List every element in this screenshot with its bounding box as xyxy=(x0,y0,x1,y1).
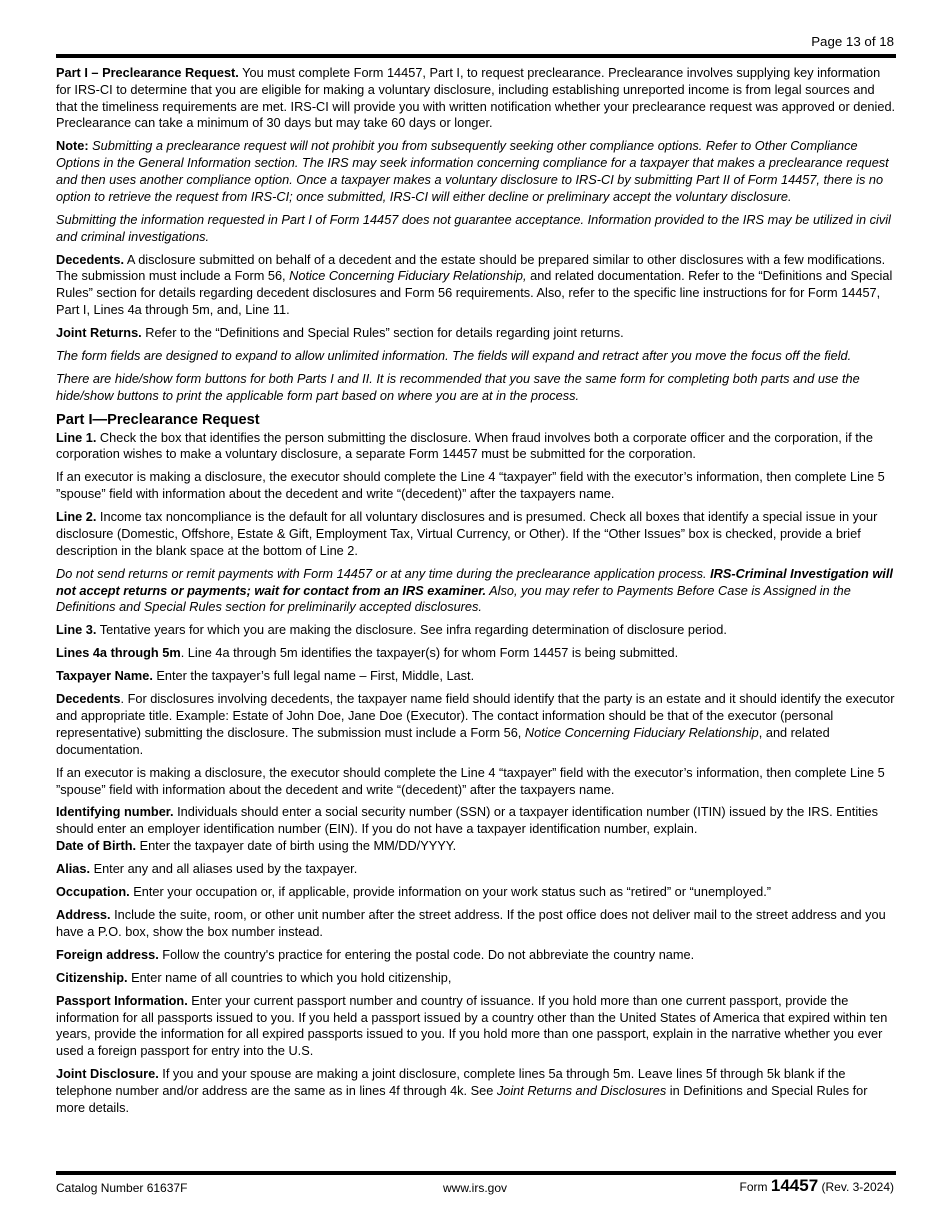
identifying-number-paragraph xyxy=(56,804,896,838)
paragraph-text: You must complete Form 14457, Part I, to request preclearance. Preclearance involves supplying key information for IRS-CI to determine that you are eligible for making a voluntary disclosure, including establishing unreported income is from legal sources and that the timeliness requirements are met. IRS-CI will provide you with written notification whether your preclearance request was approved or denied. Preclearance can take a minimum of 30 days but may take 60 days or longer. xyxy=(56,65,896,131)
run-in-heading: Citizenship. xyxy=(56,969,128,985)
executor-paragraph: If an executor is making a disclosure, the executor should complete the Line 4 “taxpayer” field with the executor’s information, then complete Line 5 ”spouse” field with information about the decedent and write “(decedent)” after the taxpayers name. xyxy=(56,764,885,797)
run-in-heading: Joint Returns. xyxy=(56,324,142,340)
passport-paragraph xyxy=(56,993,896,1060)
paragraph-text: . For disclosures involving decedents, the taxpayer name field should identify that the party is an estate and it should identify the executor and appropriate title. Example: Estate of John Doe, Jane Doe (Executor). The contact information should be that of the executor (personal representative) submitting the disclosure. The submission must include a Form 56, xyxy=(56,691,895,740)
foreign-address-paragraph xyxy=(56,947,896,964)
run-in-heading: Lines 4a through 5m xyxy=(56,645,181,661)
line2-paragraph xyxy=(56,509,896,559)
paragraph-text: , and related documentation. xyxy=(56,724,830,757)
joint-disclosure-paragraph xyxy=(56,1066,896,1116)
taxpayer-name-paragraph xyxy=(56,668,896,685)
run-in-heading: Alias. xyxy=(56,861,91,877)
paragraph-text: Income tax noncompliance is the default for all voluntary disclosures and is presumed. Check all boxes that identify a special issue in your disclosure (Domestic, Offshore, Estate & Gift, Employment Tax, Virtual Currency, or Other). If the “Other Issues” box is checked, provide a brief description in the blank space at the bottom of Line 2. xyxy=(56,509,878,558)
footer-rule xyxy=(56,1171,896,1175)
run-in-heading: Foreign address. xyxy=(56,946,159,962)
run-in-heading: Taxpayer Name. xyxy=(56,668,153,684)
paragraph-text: A disclosure submitted on behalf of a decedent and the estate should be prepared similar to other disclosures with a few modifications. The submission must include a Form 56, xyxy=(56,251,886,284)
run-in-heading: Decedents xyxy=(56,691,121,707)
form-revision: (Rev. 3-2024) xyxy=(821,1180,894,1194)
run-in-heading: Date of Birth. xyxy=(56,838,137,854)
lines4a-paragraph xyxy=(56,645,896,662)
paragraph-text: Submitting a preclearance request will not prohibit you from subsequently seeking other compliance options. Refer to Other Compliance Options in the General Information section. The IRS may seek information concerning compliance for a taxpayer that makes a preclearance request and then uses another compliance option. Once a taxpayer makes a voluntary disclosure to IRS-CI by submitting Part II of Form 14457, there is no option to retrieve the request from IRS-CI; once submitted, IRS-CI will either decline or preliminary accept the voluntary disclosure. xyxy=(56,138,889,204)
page-number: Page 13 of 18 xyxy=(811,34,894,49)
paragraph-text: in Definitions and Special Rules for more details. xyxy=(56,1082,868,1115)
irs-website-link[interactable]: www.irs.gov xyxy=(443,1181,508,1195)
page-header xyxy=(56,34,894,54)
paragraph-text: Enter your current passport number and country of issuance. If you hold more than one current passport, provide the information for all passports issued to you. If you held a passport issued by a country other than the United States of America that expired within ten years, provide the information for all expired passports issued to you. If you hold more than one passport, explain in the narrative whether you ever used a foreign passport for entry into the U.S. xyxy=(56,992,888,1059)
paragraph-text: Also, you may refer to Payments Before Case is Assigned in the Definitions and Special Rules section for preliminarily accepted disclosures. xyxy=(56,582,851,615)
executor-paragraph: If an executor is making a disclosure, the executor should complete the Line 4 “taxpayer” field with the executor’s information, then complete Line 5 ”spouse” field with information about the decedent and write “(decedent)” after the taxpayers name. xyxy=(56,469,885,502)
run-in-heading: Note: xyxy=(56,138,89,154)
form-word: Form xyxy=(739,1180,768,1194)
paragraph-text: Enter the taxpayer date of birth using the MM/DD/YYYY. xyxy=(136,838,457,854)
form-identifier xyxy=(740,1176,894,1196)
note-paragraph xyxy=(56,138,896,205)
hide-show-paragraph: There are hide/show form buttons for both Parts I and II. It is recommended that you save the same form for completing both parts and use the hide/show buttons to print the applicable form part based on where you are at in the process. xyxy=(56,370,860,403)
decedents-line-paragraph xyxy=(56,691,896,758)
run-in-heading: Line 3. xyxy=(56,622,97,638)
run-in-heading: Passport Information. xyxy=(56,992,188,1008)
catalog-number: Catalog Number 61637F xyxy=(56,1181,188,1195)
form-number: 14457 xyxy=(770,1176,819,1195)
paragraph-text: If you and your spouse are making a joint disclosure, complete lines 5a through 5m. Leave lines 5f through 5k blank if the telephone number and/or address are the same as in lines 4f through 4k. See xyxy=(56,1066,846,1098)
form-title-reference: Notice Concerning Fiduciary Relationship, xyxy=(289,268,527,284)
address-paragraph xyxy=(56,907,896,941)
alias-paragraph xyxy=(56,861,896,878)
paragraph-text: Enter any and all aliases used by the taxpayer. xyxy=(90,861,358,877)
paragraph-text: Check the box that identifies the person submitting the disclosure. When fraud involves both a corporate officer and the corporation, if the corporation wishes to make a voluntary disclosure, a separate Form 14457 must be submitted for the corporation. xyxy=(56,429,873,462)
run-in-heading: Decedents. xyxy=(56,251,125,267)
paragraph-text: Enter your occupation or, if applicable, provide information on your work status such as “retired” or “unemployed.” xyxy=(129,884,772,900)
run-in-heading: Line 2. xyxy=(56,509,97,525)
run-in-heading: Joint Disclosure. xyxy=(56,1066,159,1082)
paragraph-text: Include the suite, room, or other unit number after the street address. If the post office does not deliver mail to the street address and you have a P.O. box, show the box number instead. xyxy=(56,907,886,939)
paragraph-text: Refer to the “Definitions and Special Rules” section for details regarding joint returns. xyxy=(141,324,624,340)
paragraph-text: Enter name of all countries to which you hold citizenship, xyxy=(127,969,452,985)
paragraph-text: Do not send returns or remit payments with Form 14457 or at any time during the preclearance application process. xyxy=(56,565,711,581)
part1-intro-paragraph xyxy=(56,65,896,132)
run-in-heading: Occupation. xyxy=(56,884,130,900)
warning-text: IRS-Criminal Investigation will not accept returns or payments; wait for contact from an IRS examiner. xyxy=(56,565,893,598)
paragraph-text: Individuals should enter a social security number (SSN) or a taxpayer identification number (ITIN) issued by the IRS. Entities should enter an employer identification number (EIN). If you do not have a taxpayer identification number, explain. xyxy=(56,804,878,837)
run-in-heading: Line 1. xyxy=(56,429,97,445)
decedents-paragraph xyxy=(56,252,896,319)
date-of-birth-paragraph xyxy=(56,838,896,855)
instructions-body xyxy=(56,65,896,1123)
do-not-send-paragraph xyxy=(56,566,896,616)
run-in-heading: Part I – Preclearance Request. xyxy=(56,65,239,80)
submitting-paragraph: Submitting the information requested in Part I of Form 14457 does not guarantee acceptance. Information provided to the IRS may be utilized in civil and criminal investigations. xyxy=(56,211,891,244)
paragraph-text: Follow the country's practice for entering the postal code. Do not abbreviate the country name. xyxy=(158,946,695,962)
paragraph-text: Tentative years for which you are making the disclosure. See infra regarding determination of disclosure period. xyxy=(96,622,727,638)
line3-paragraph xyxy=(56,622,896,639)
page-footer xyxy=(56,1176,894,1201)
run-in-heading: Address. xyxy=(56,907,111,923)
joint-returns-paragraph xyxy=(56,325,896,342)
occupation-paragraph xyxy=(56,884,896,901)
citizenship-paragraph xyxy=(56,970,896,987)
paragraph-text: . Line 4a through 5m identifies the taxpayer(s) for whom Form 14457 is being submitted. xyxy=(180,645,679,661)
form-fields-paragraph: The form fields are designed to expand to allow unlimited information. The fields will expand and retract after you move the focus off the field. xyxy=(56,347,852,363)
section-heading: Part I—Preclearance Request xyxy=(56,411,260,428)
run-in-heading: Identifying number. xyxy=(56,804,174,820)
line1-paragraph xyxy=(56,430,896,464)
form-title-reference: Notice Concerning Fiduciary Relationship xyxy=(524,724,759,740)
paragraph-text: and related documentation. Refer to the “Definitions and Special Rules” section for details regarding decedent disclosures and Form 56 requirements. Also, refer to the specific line instructions for for Form 14457, Part I, Lines 4a through 5m, and, Line 11. xyxy=(56,268,893,317)
header-rule xyxy=(56,54,896,58)
paragraph-text: Enter the taxpayer’s full legal name – First, Middle, Last. xyxy=(152,668,475,684)
section-reference: Joint Returns and Disclosures xyxy=(496,1082,667,1098)
